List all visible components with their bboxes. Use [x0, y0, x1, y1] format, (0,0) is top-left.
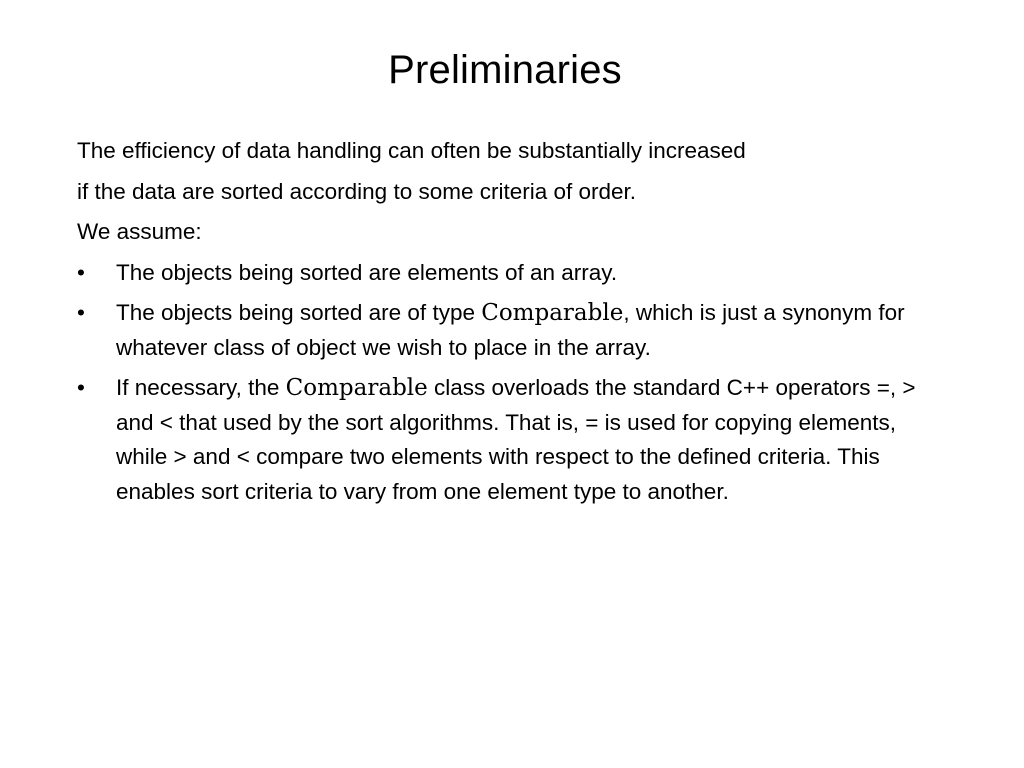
bullet-text: , which is just a synonym for whatever class of object we wish to place in the array.	[116, 300, 905, 360]
assumption-list	[77, 256, 947, 510]
bullet-text: If necessary, the	[116, 375, 286, 400]
list-item	[77, 256, 947, 291]
list-item	[77, 296, 947, 365]
list-item	[77, 371, 947, 509]
bullet-icon: •	[77, 259, 85, 285]
bullet-text: The objects being sorted are of type	[116, 300, 482, 325]
slide-title: Preliminaries	[388, 48, 622, 92]
type-name: Comparable	[285, 375, 428, 401]
bullet-text: class overloads the standard C++ operators =, > and < that used by the sort algorithms. That is, = is used for copying elements, while > and < compare two elements with respect to the defined criteria. This enables sort criteria to vary from one element type to another.	[116, 375, 916, 504]
assume-label: We assume:	[77, 219, 202, 244]
intro-line-2: if the data are sorted according to some criteria of order.	[77, 178, 637, 204]
bullet-icon: •	[77, 375, 85, 400]
intro-line-1: The efficiency of data handling can often be substantially increased	[77, 138, 746, 163]
bullet-icon: •	[77, 300, 85, 325]
type-name: Comparable	[481, 300, 624, 326]
bullet-text: The objects being sorted are elements of an array.	[116, 259, 618, 285]
slide-body	[77, 134, 947, 515]
